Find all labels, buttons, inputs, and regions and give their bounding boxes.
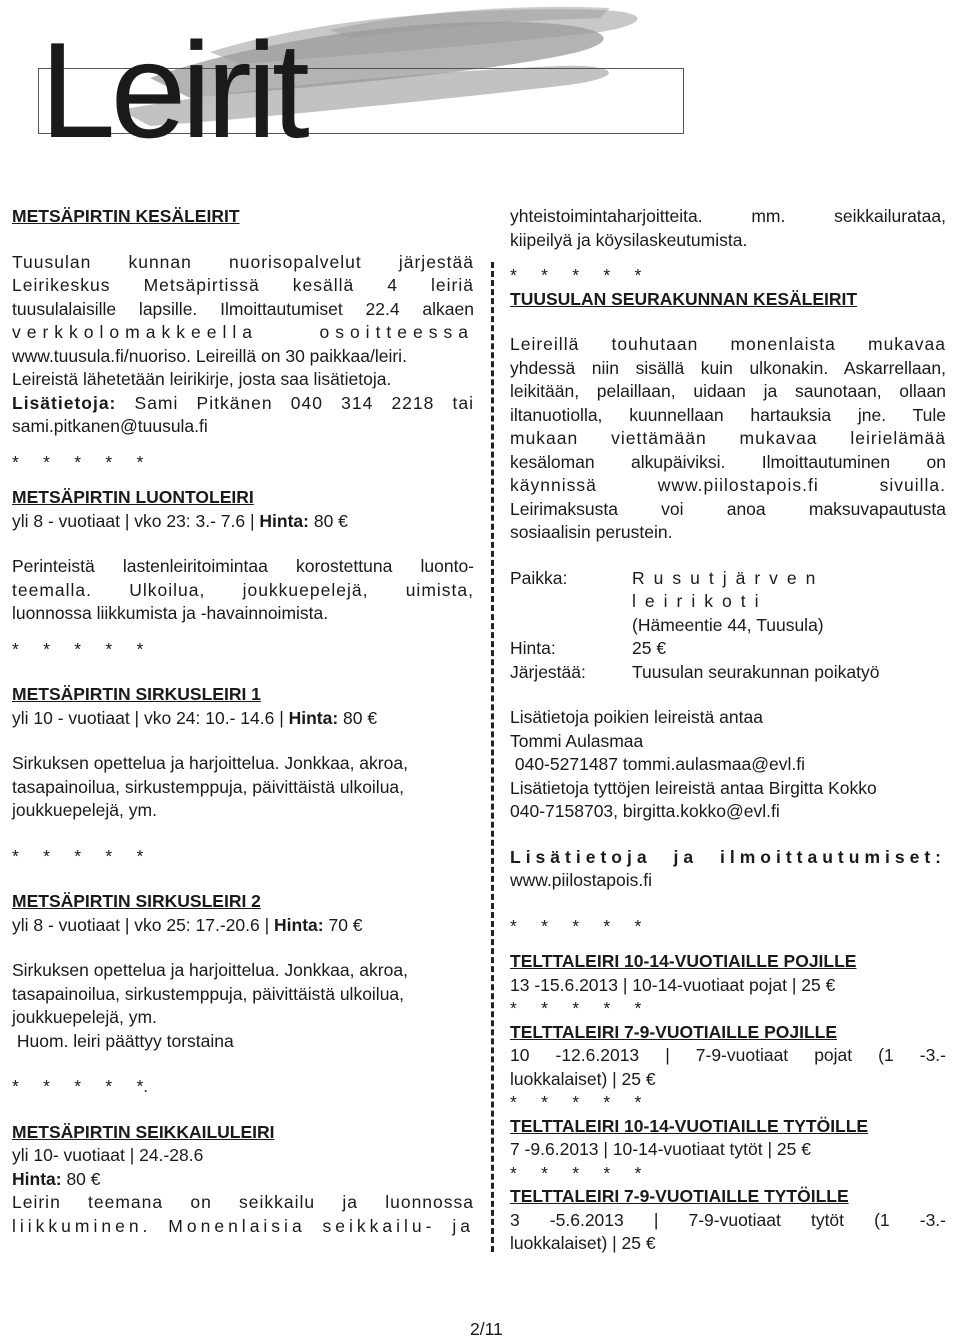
price-label: Hinta: bbox=[12, 1168, 62, 1189]
price-value: 25 € bbox=[632, 638, 667, 658]
column-divider bbox=[491, 262, 494, 1252]
left-column bbox=[12, 205, 474, 1238]
text-line: 040-5271487 tommi.aulasmaa@evl.fi bbox=[510, 754, 806, 774]
text-line: sosiaalisin perustein. bbox=[510, 522, 673, 542]
place-row bbox=[510, 567, 946, 614]
text-line: Perinteistä lastenleiritoimintaa korostettuna luonto- bbox=[12, 556, 474, 576]
text-line: joukkuepelejä, ym. bbox=[12, 1007, 157, 1027]
camp-meta: luokkalaiset) | 25 € bbox=[510, 1233, 656, 1253]
separator-stars: * * * * *. bbox=[12, 1076, 149, 1096]
text-line: yhteistoimintaharjoitteita. mm. seikkailurataa, bbox=[510, 206, 946, 226]
text-line: Lisätietoja tyttöjen leireistä antaa Birgitta Kokko bbox=[510, 777, 877, 798]
text-line: Lisätietoja poikien leireistä antaa bbox=[510, 707, 763, 727]
separator-stars: * * * * * bbox=[510, 265, 642, 285]
contact-value: Sami Pitkänen 040 314 2218 tai bbox=[116, 392, 474, 413]
register-label: Lisätietoja ja ilmoittautumiset: bbox=[510, 846, 946, 867]
text-line: verkkolomakkeella osoitteessa bbox=[12, 322, 474, 342]
place-label: Paikka: bbox=[510, 567, 568, 588]
camp-meta: yli 8 - vuotiaat | vko 25: 17.-20.6 | Hinta: 70 € bbox=[12, 914, 363, 935]
price-value: 80 € bbox=[338, 707, 378, 728]
text-line: tuusulalaisille lapsille. Ilmoittautumiset 22.4 alkaen bbox=[12, 298, 474, 319]
text-line: kiipeilyä ja köysilaskeutumista. bbox=[510, 229, 748, 250]
section-heading-telttaleiri: TELTTALEIRI 7-9-VUOTIAILLE POJILLE bbox=[510, 1021, 837, 1042]
separator-stars: * * * * * bbox=[510, 1162, 642, 1183]
text-line: kesäloman alkupäiviksi. Ilmoittautuminen on bbox=[510, 451, 946, 472]
text-line: Leirimaksusta voi anoa maksuvapautusta bbox=[510, 498, 946, 519]
text-line: joukkuepelejä, ym. bbox=[12, 800, 157, 820]
price-line bbox=[12, 1168, 474, 1192]
section-heading-telttaleiri: TELTTALEIRI 10-14-VUOTIAILLE POJILLE bbox=[510, 951, 857, 971]
price-label: Hinta: bbox=[288, 707, 339, 728]
separator-stars: * * * * * bbox=[12, 451, 144, 472]
text-line: Leireillä touhutaan monenlaista mukavaa bbox=[510, 334, 946, 354]
page-title: Leirit bbox=[40, 14, 305, 166]
separator-stars: * * * * * bbox=[510, 998, 642, 1018]
page-number: 2/11 bbox=[470, 1319, 503, 1339]
text-line: Leirikeskus Metsäpirtissä kesällä 4 leiriä bbox=[12, 275, 474, 295]
separator-stars: * * * * * bbox=[510, 915, 642, 936]
camp-meta: 13 -15.6.2013 | 10-14-vuotiaat pojat | 25 € bbox=[510, 974, 836, 995]
camp-meta: 7 -9.6.2013 | 10-14-vuotiaat tytöt | 25 € bbox=[510, 1139, 811, 1159]
camp-meta: 10 -12.6.2013 | 7-9-vuotiaat pojat (1 -3.- bbox=[510, 1045, 946, 1065]
text-line: yhdessä niin sisällä kuin ulkonakin. Askarrellaan, bbox=[510, 357, 946, 378]
text-line: liikkuminen. Monenlaisia seikkailu- ja bbox=[12, 1215, 474, 1236]
text-line: käynnissä www.piilostapois.fi sivuilla. bbox=[510, 475, 946, 495]
text-line: Tuusulan kunnan nuorisopalvelut järjestää bbox=[12, 251, 474, 272]
organizer-row bbox=[510, 661, 946, 685]
text-line: teemalla. Ulkoilua, joukkuepelejä, uimista, bbox=[12, 579, 474, 600]
text-line: Sirkuksen opettelua ja harjoittelua. Jonkkaa, akroa, bbox=[12, 960, 408, 980]
section-heading-telttaleiri: TELTTALEIRI 10-14-VUOTIAILLE TYTÖILLE bbox=[510, 1115, 869, 1136]
section-heading-kesaleirit: METSÄPIRTIN KESÄLEIRIT bbox=[12, 206, 240, 226]
separator-stars: * * * * * bbox=[12, 638, 144, 659]
camp-meta: yli 8 - vuotiaat | vko 23: 3.- 7.6 | Hinta: 80 € bbox=[12, 510, 348, 531]
camp-meta: 3 -5.6.2013 | 7-9-vuotiaat tytöt (1 -3.- bbox=[510, 1209, 946, 1230]
place-address: (Hämeentie 44, Tuusula) bbox=[632, 614, 824, 635]
separator-stars: * * * * * bbox=[12, 845, 144, 866]
text-line: luonnossa liikkumista ja -havainnoimista. bbox=[12, 603, 329, 623]
contact-line bbox=[12, 392, 474, 416]
text-line: iltanuotiolla, kuunnellaan hartauksia jne. Tule bbox=[510, 404, 946, 425]
text-line: Leireistä lähetetään leirikirje, josta saa lisätietoja. bbox=[12, 369, 392, 389]
price-row bbox=[510, 637, 946, 661]
address-row bbox=[510, 614, 946, 638]
section-heading-sirkusleiri-2: METSÄPIRTIN SIRKUSLEIRI 2 bbox=[12, 891, 261, 911]
text-line: tasapainoilua, sirkustemppuja, päivittäistä ulkoilua, bbox=[12, 776, 405, 797]
price-label: Hinta: bbox=[510, 638, 556, 658]
camp-meta: luokkalaiset) | 25 € bbox=[510, 1068, 656, 1089]
price-label: Hinta: bbox=[259, 510, 309, 531]
page-header bbox=[0, 0, 960, 190]
text-line: Sirkuksen opettelua ja harjoittelua. Jonkkaa, akroa, bbox=[12, 753, 408, 773]
price-value: 70 € bbox=[323, 914, 363, 935]
text-line: 040-7158703, birgitta.kokko@evl.fi bbox=[510, 801, 780, 821]
section-heading-seikkailuleiri: METSÄPIRTIN SEIKKAILULEIRI bbox=[12, 1121, 275, 1142]
camp-meta: yli 10 - vuotiaat | vko 24: 10.- 14.6 | Hinta: 80 € bbox=[12, 707, 378, 728]
camp-note: Huom. leiri päättyy torstaina bbox=[12, 1030, 234, 1051]
section-heading-luontoleiri: METSÄPIRTIN LUONTOLEIRI bbox=[12, 487, 254, 507]
text-line: Tommi Aulasmaa bbox=[510, 730, 644, 751]
price-value: 80 € bbox=[308, 510, 348, 531]
text-line: Leirin teemana on seikkailu ja luonnossa bbox=[12, 1192, 474, 1212]
register-url: www.piilostapois.fi bbox=[510, 870, 652, 890]
contact-email: sami.pitkanen@tuusula.fi bbox=[12, 416, 208, 436]
text-line: leikitään, pelaillaan, uidaan ja saunotaan, ollaan bbox=[510, 381, 946, 401]
camp-meta: yli 10- vuotiaat | 24.-28.6 bbox=[12, 1145, 204, 1165]
text-line: mukaan viettämään mukavaa leirielämää bbox=[510, 428, 946, 448]
section-heading-sirkusleiri-1: METSÄPIRTIN SIRKUSLEIRI 1 bbox=[12, 684, 261, 704]
section-heading-telttaleiri: TELTTALEIRI 7-9-VUOTIAILLE TYTÖILLE bbox=[510, 1186, 849, 1206]
price-value: 80 € bbox=[61, 1168, 101, 1189]
contact-label: Lisätietoja: bbox=[12, 392, 117, 413]
place-value: Rusutjärven leirikoti bbox=[632, 567, 825, 611]
organizer-value: Tuusulan seurakunnan poikatyö bbox=[632, 661, 880, 682]
separator-stars: * * * * * bbox=[510, 1092, 642, 1112]
price-label: Hinta: bbox=[274, 914, 324, 935]
organizer-label: Järjestää: bbox=[510, 661, 586, 682]
right-column bbox=[510, 205, 946, 1256]
section-heading-seurakunta: TUUSULAN SEURAKUNNAN KESÄLEIRIT bbox=[510, 288, 858, 309]
text-line: tasapainoilua, sirkustemppuja, päivittäistä ulkoilua, bbox=[12, 983, 405, 1004]
text-line: www.tuusula.fi/nuoriso. Leireillä on 30 paikkaa/leiri. bbox=[12, 345, 407, 366]
